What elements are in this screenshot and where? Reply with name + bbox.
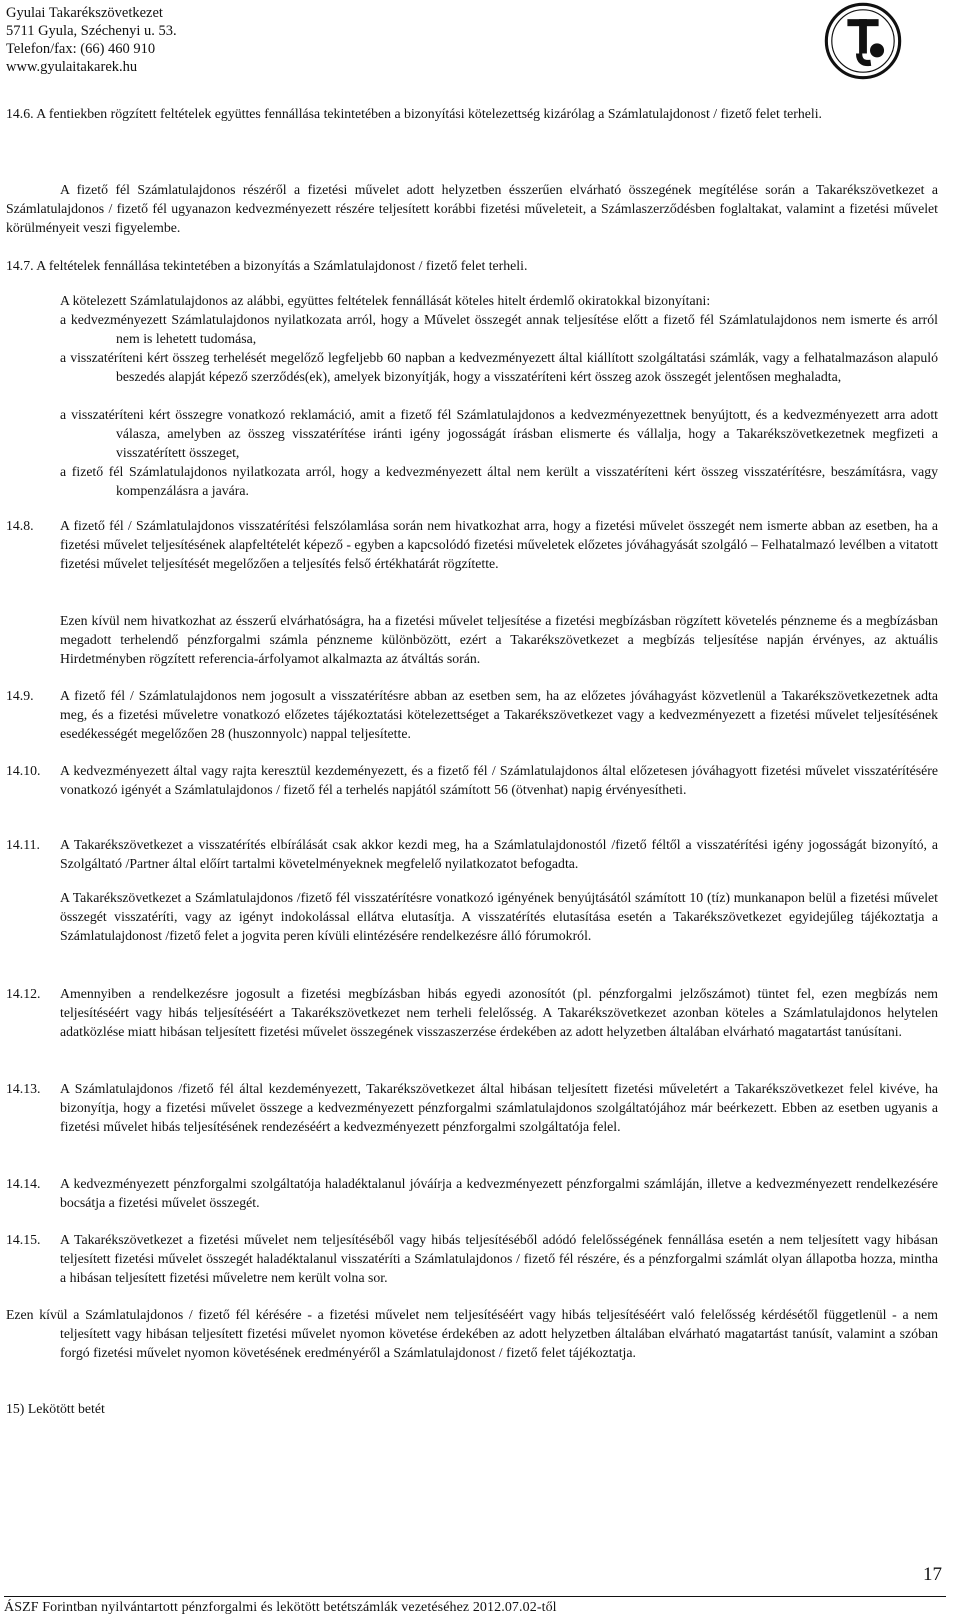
- bank-website: www.gyulaitakarek.hu: [6, 59, 138, 75]
- section-14-13: A Számlatulajdonos /fizető fél által kezdeményezett, Takarékszövetkezet által hibásan teljesített fizetési műveletért a Takarékszövetkezet felel kivéve, ha bizonyítja, hogy a fizetési művelet összege a kedvezményezett pénzforgalmi számlatulajdonos szolgáltatójához már beérkezett. Ebben az esetben ugyanis a fizetési művelet hibás teljesítésének rendezéséért a kedvezményezett pénzforgalmi szolgáltatója felel.: [60, 1081, 938, 1134]
- section-14-8: A fizető fél / Számlatulajdonos visszatérítési felszólamlása során nem hivatkozhat arra, hogy a fizetési művelet összegét nem ismerte abban az esetben, ha a fizetési művelet teljesítésének alapfeltételét képező - egyben a kapcsolódó fizetési műveletek előzetes jóváhagyását szolgáló – Felhatalmazó levélben a vitatott fizetési művelet teljesítését megelőzően a teljesítés felső értékhatárát rögzítette.: [60, 518, 938, 571]
- bank-name: Gyulai Takarékszövetkezet: [6, 5, 163, 21]
- bank-address-block: [6, 4, 177, 76]
- section-number: 14.12.: [6, 986, 41, 1001]
- section-14-8-detail: Ezen kívül nem hivatkozhat az ésszerű elvárhatóságra, ha a fizetési művelet teljesítése a fizetési megbízásban rögzített követelés pénzneme és a megbízásban megadott terhelendő pénzforgalmi számla pénzneme különbözött, ezért a Takarékszövetkezet a megbízás teljesítése napján érvényes, az aktuális Hirdetményben rögzített referencia-árfolyamot alkalmazta az átváltás során.: [60, 613, 938, 666]
- section-14-7: 14.7. A feltételek fennállása tekintetében a bizonyítás a Számlatulajdonost / fizető felet terheli.: [6, 258, 528, 273]
- footer-divider: [4, 1596, 946, 1597]
- section-14-6: 14.6. A fentiekben rögzített feltételek együttes fennállása tekintetében a bizonyítási kötelezettség kizárólag a Számlatulajdonost / fizető felet terheli.: [6, 106, 823, 121]
- section-14-7-intro: A kötelezett Számlatulajdonos az alábbi, együttes feltételek fennállását köteles hitelt érdemlő okiratokkal bizonyítani:: [60, 293, 711, 308]
- bank-logo-icon: [824, 2, 902, 80]
- section-14-14: A kedvezményezett pénzforgalmi szolgáltatója haladéktalanul jóváírja a kedvezményezett pénzforgalmi számláján, illetve a kedvezményezett rendelkezésére bocsátja a fizetési művelet összegét.: [60, 1176, 938, 1210]
- section-14-9: A fizető fél / Számlatulajdonos nem jogosult a visszatérítésre abban az esetben sem, ha az előzetes jóváhagyást közvetlenül a Takarékszövetkezetnek adta meg, és a fizetési műveletre vonatkozó előzetes tájékoztatási kötelezettséget a Takarékszövetkezet vagy a kedvezményezett a fizetési művelet teljesítésének esedékességét megelőzően 28 (huszonnyolc) nappal teljesítette.: [60, 688, 938, 741]
- section-number: 14.11.: [6, 837, 40, 852]
- closing-paragraph: Ezen kívül a Számlatulajdonos / fizető fél kérésére - a fizetési művelet nem teljesítéséért vagy hibás teljesítéséért való felelősség kérdésétől függetlenül - a nem teljesített vagy hibásan teljesített fizetési művelet nyomon követése érdekében az adott helyzetben általában elvárható magatartást tanúsít, valamint a szóban forgó fizetési művelet nyomon követésének eredményéről a Számlatulajdonost / fizető felet tájékoztatja.: [6, 1307, 938, 1360]
- section-number: 14.13.: [6, 1081, 41, 1096]
- bank-address: 5711 Gyula, Széchenyi u. 53.: [6, 23, 177, 39]
- footer-text: ÁSZF Forintban nyilvántartott pénzforgalmi és lekötött betétszámlák vezetéséhez 2012.07.02-től: [4, 1600, 557, 1615]
- section-14-7-item: a visszatéríteni kért összeg terhelését megelőző legfeljebb 60 napban a kedvezményezett által kiállított szolgáltatási számlák, vagy a felhatalmazáson alapuló beszedés alapját képező szerződés(ek), amelyek bizonyítják, hogy a visszatéríteni kért összeg azok összegét jelentősen meghaladta,: [60, 350, 938, 384]
- bank-phone: Telefon/fax: (66) 460 910: [6, 41, 156, 57]
- section-15-heading: 15) Lekötött betét: [6, 1401, 105, 1416]
- section-number: 14.9.: [6, 688, 34, 703]
- section-14-7-item: a fizető fél Számlatulajdonos nyilatkozata arról, hogy a kedvezményezett által nem került a visszatéríteni kért összeg visszatérítésre, beszámításra, vagy kompenzálásra a javára.: [60, 464, 938, 498]
- section-14-11-detail: A Takarékszövetkezet a Számlatulajdonos /fizető fél visszatérítésre vonatkozó igényének benyújtásától számított 10 (tíz) munkanapon belül a fizetési művelet összegét visszatéríti, vagy az igényt indokolással ellátva elutasítja. A visszatérítés elutasítása esetén a Takarékszövetkezet egyidejűleg tájékoztatja a Számlatulajdonost /fizető felet a jogvita peren kívüli elintézésére rendelkezésre álló fórumokról.: [60, 890, 938, 943]
- section-14-7-item: a visszatéríteni kért összegre vonatkozó reklamáció, amit a fizető fél Számlatulajdonos a kedvezményezettnek benyújtott, és a kedvezményezett arra adott válasza, amelyben az összeg visszatérítése iránti igény jogosságát írásban elismerte és vállalja, hogy a Takarékszövetkezetnek megfizeti a visszatérített összeget,: [60, 407, 938, 460]
- section-14-6-detail: A fizető fél Számlatulajdonos részéről a fizetési művelet adott helyzetben ésszerűen elvárható összegének megítélése során a Takarékszövetkezet a Számlatulajdonos / fizető fél ugyanazon kedvezményezett részére teljesített korábbi fizetési műveleteit, a Számlaszerződésben foglaltakat, valamint a fizetési művelet körülményeit veszi figyelembe.: [6, 182, 938, 235]
- section-14-10: A kedvezményezett által vagy rajta keresztül kezdeményezett, és a fizető fél / Számlatulajdonos által előzetesen jóváhagyott fizetési művelet visszatérítésére vonatkozó igényét a Számlatulajdonos / fizető fél a terhelés napjától számított 56 (ötvenhat) napig érvényesítheti.: [60, 763, 938, 797]
- section-number: 14.15.: [6, 1232, 41, 1247]
- section-number: 14.14.: [6, 1176, 41, 1191]
- section-14-12: Amennyiben a rendelkezésre jogosult a fizetési megbízásban hibás egyedi azonosítót (pl. pénzforgalmi jelzőszámot) tüntet fel, ezen megbízás nem teljesítéséért vagy hibás teljesítéséért a Takarékszövetkezet nem terheli felelősség. A Takarékszövetkezet azonban köteles a Számlatulajdonos helytelen adatközlése miatt hibásan teljesített fizetési művelet összegének visszaszerzése érdekében az adott helyzetben általában elvárható magatartást tanúsítani.: [60, 986, 938, 1039]
- page-number: 17: [923, 1564, 942, 1585]
- section-14-7-item: a kedvezményezett Számlatulajdonos nyilatkozata arról, hogy a Művelet összegét annak teljesítése előtt a fizető fél Számlatulajdonos nem ismerte és arról nem is lehetett tudomása,: [60, 312, 938, 346]
- section-14-15: A Takarékszövetkezet a fizetési művelet nem teljesítéséből vagy hibás teljesítéséből adódó felelősségének fennállása esetén a nem teljesített vagy hibásan teljesített fizetési művelet összegét haladéktalanul visszatéríti a Számlatulajdonos / fizető fél részére, és a pénzforgalmi számlát olyan állapotba hozza, mintha a hibásan teljesített fizetési műveletre nem került volna sor.: [60, 1232, 938, 1285]
- section-number: 14.10.: [6, 763, 41, 778]
- section-14-11: A Takarékszövetkezet a visszatérítés elbírálását csak akkor kezdi meg, ha a Számlatulajdonostól /fizető féltől a visszatérítési igény jogosságát bizonyító, a Szolgáltató /Partner által előírt tartalmi követelményeknek megfelelő nyilatkozatot befogadta.: [60, 837, 938, 871]
- section-number: 14.8.: [6, 518, 34, 533]
